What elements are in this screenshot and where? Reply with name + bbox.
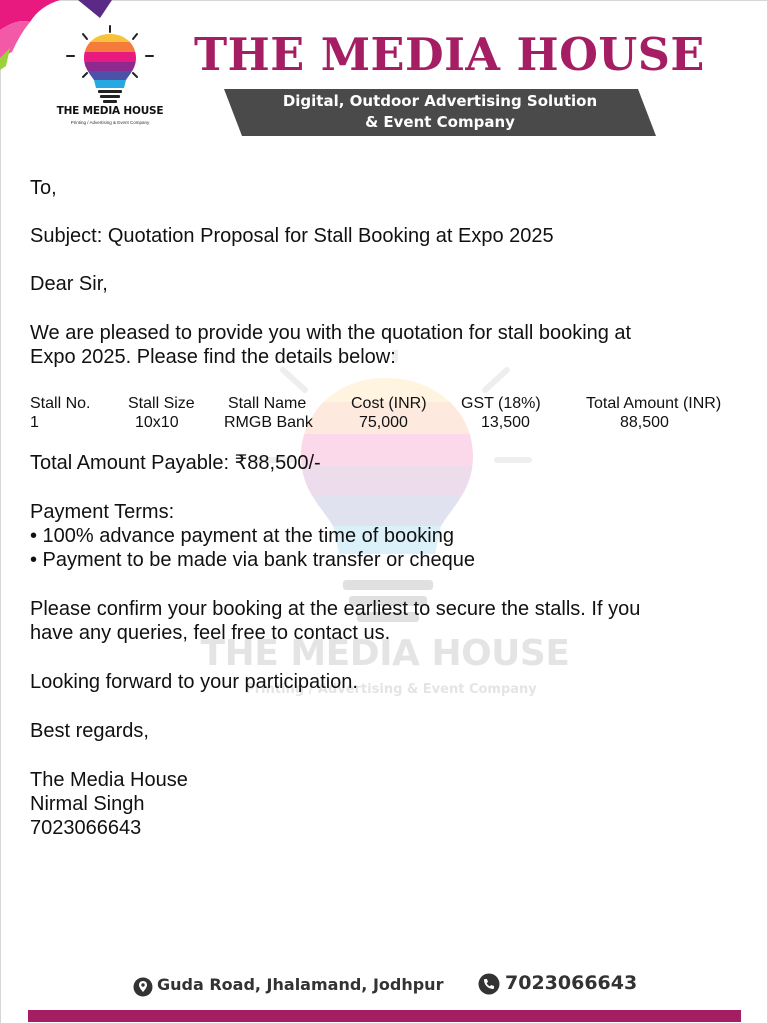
table-cell-stall-name: RMGB Bank [224,414,313,431]
closing-line: Looking forward to your participation. [30,671,358,693]
table-header-cost: Cost (INR) [351,395,427,412]
tagline-text [224,91,656,133]
payment-term-item: • 100% advance payment at the time of booking [30,525,454,547]
confirm-line: Please confirm your booking at the earliest to secure the stalls. If you [30,598,641,620]
tagline-line1: Digital, Outdoor Advertising Solution [282,92,598,110]
table-header-total: Total Amount (INR) [586,395,722,412]
table-header-gst: GST (18%) [461,395,541,412]
table-cell-cost: 75,000 [359,414,408,431]
watermark-subtitle: Printing / Advertising & Event Company [245,682,537,697]
footer-address: Guda Road, Jhalamand, Jodhpur [157,975,444,994]
location-pin-icon [133,977,153,997]
bulb-logo-icon [50,24,170,134]
table-cell-gst: 13,500 [481,414,530,431]
logo-name: THE MEDIA HOUSE [56,105,164,117]
phone-icon [478,973,500,995]
signature-name: Nirmal Singh [30,793,145,815]
signature-phone: 7023066643 [30,817,142,839]
footer-bar [28,1010,741,1022]
regards-line: Best regards, [30,720,149,742]
intro-line: Expo 2025. Please find the details below: [30,346,396,368]
watermark-title: THE MEDIA HOUSE [200,633,570,674]
intro-paragraph [30,321,750,369]
tagline-banner [224,89,656,136]
table-cell-stall-size: 10x10 [135,414,179,431]
subject-line: Subject: Quotation Proposal for Stall Booking at Expo 2025 [30,225,554,247]
confirm-paragraph [30,597,750,645]
payment-terms-heading: Payment Terms: [30,501,175,523]
intro-line: We are pleased to provide you with the quotation for stall booking at [30,322,632,344]
recipient-line: To, [30,177,57,199]
table-cell-total: 88,500 [620,414,669,431]
table-header-stall-name: Stall Name [228,395,307,412]
footer-phone: 7023066643 [505,972,638,994]
table-cell-stall-no: 1 [30,414,39,431]
signature-company: The Media House [30,769,188,791]
payment-term-item: • Payment to be made via bank transfer or cheque [30,549,476,571]
salutation: Dear Sir, [30,273,108,295]
table-header-stall-no: Stall No. [30,395,91,412]
tagline-line2: & Event Company [365,113,515,131]
brand-title: THE MEDIA HOUSE [194,28,705,81]
table-header-stall-size: Stall Size [128,395,195,412]
logo-tagline: Printing / Advertising & Event Company [70,120,150,125]
total-payable: Total Amount Payable: ₹88,500/- [30,452,321,474]
confirm-line: have any queries, feel free to contact us. [30,622,391,644]
